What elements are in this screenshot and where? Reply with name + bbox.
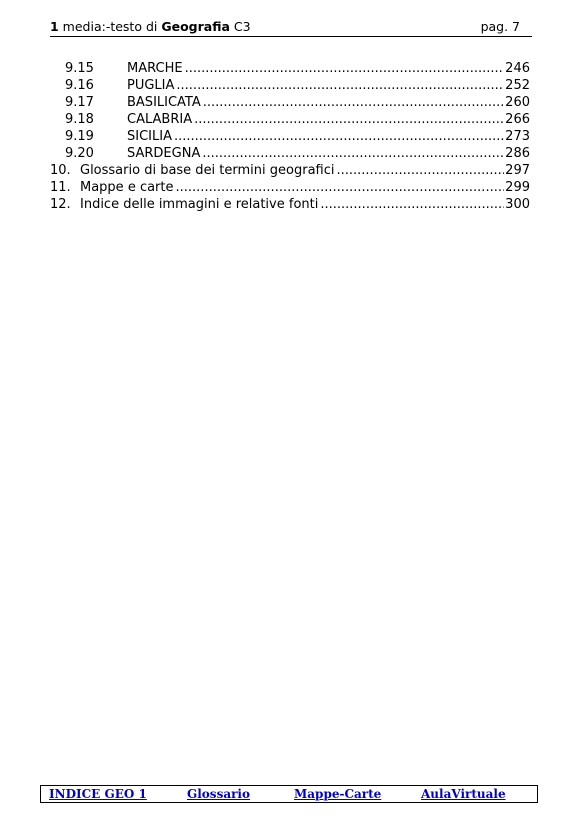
dot-leader: [320, 196, 504, 213]
toc-entry-number: 9.16: [65, 78, 94, 93]
toc-entry-title: BASILICATA: [127, 95, 201, 110]
footer-nav: [40, 785, 538, 803]
toc-entry-title: Mappe e carte: [80, 180, 174, 195]
toc-entry-number: 9.19: [65, 129, 94, 144]
toc-entry-title: CALABRIA: [127, 112, 193, 127]
toc-entry-glossario[interactable]: [50, 162, 530, 179]
dot-leader: [203, 94, 504, 111]
toc-entry-number: 11.: [50, 180, 71, 195]
toc-entry-title: Indice delle immagini e relative fonti: [80, 197, 319, 212]
toc-entry-number: 12.: [50, 197, 71, 212]
page-number: pag. 7: [480, 19, 520, 34]
page-header: [50, 18, 532, 37]
dot-leader: [176, 179, 505, 196]
table-of-contents: [50, 60, 530, 213]
toc-entry-calabria[interactable]: [50, 111, 530, 128]
dot-leader: [202, 145, 504, 162]
toc-entry-number: 9.20: [65, 146, 94, 161]
toc-entry-marche[interactable]: [50, 60, 530, 77]
toc-entry-basilicata[interactable]: [50, 94, 530, 111]
glossario-link[interactable]: Glossario: [187, 787, 250, 801]
toc-entry-number: 10.: [50, 163, 71, 178]
toc-entry-title: SICILIA: [127, 129, 172, 144]
toc-entry-sicilia[interactable]: [50, 128, 530, 145]
toc-entry-page: 266: [505, 112, 530, 127]
aula-virtuale-link[interactable]: AulaVirtuale: [421, 787, 506, 801]
toc-entry-puglia[interactable]: [50, 77, 530, 94]
toc-entry-page: 260: [505, 95, 530, 110]
dot-leader: [185, 60, 505, 77]
toc-entry-page: 300: [505, 197, 530, 212]
toc-entry-title: Glossario di base dei termini geografici: [80, 163, 335, 178]
toc-entry-number: 9.15: [65, 61, 94, 76]
toc-entry-number: 9.17: [65, 95, 94, 110]
dot-leader: [174, 128, 504, 145]
toc-entry-page: 273: [505, 129, 530, 144]
document-title: 1 media:-testo di Geografia C3: [50, 19, 251, 34]
toc-entry-title: MARCHE: [127, 61, 183, 76]
toc-entry-mappe[interactable]: [50, 179, 530, 196]
toc-entry-page: 297: [505, 163, 530, 178]
mappe-carte-link[interactable]: Mappe-Carte: [294, 787, 382, 801]
toc-entry-page: 299: [505, 180, 530, 195]
indice-geo-link[interactable]: INDICE GEO 1: [49, 787, 147, 801]
dot-leader: [176, 77, 504, 94]
toc-entry-page: 246: [505, 61, 530, 76]
toc-entry-number: 9.18: [65, 112, 94, 127]
dot-leader: [194, 111, 504, 128]
toc-entry-indice-immagini[interactable]: [50, 196, 530, 213]
toc-entry-page: 252: [505, 78, 530, 93]
toc-entry-sardegna[interactable]: [50, 145, 530, 162]
dot-leader: [337, 162, 505, 179]
toc-entry-page: 286: [505, 146, 530, 161]
toc-entry-title: PUGLIA: [127, 78, 175, 93]
toc-entry-title: SARDEGNA: [127, 146, 201, 161]
